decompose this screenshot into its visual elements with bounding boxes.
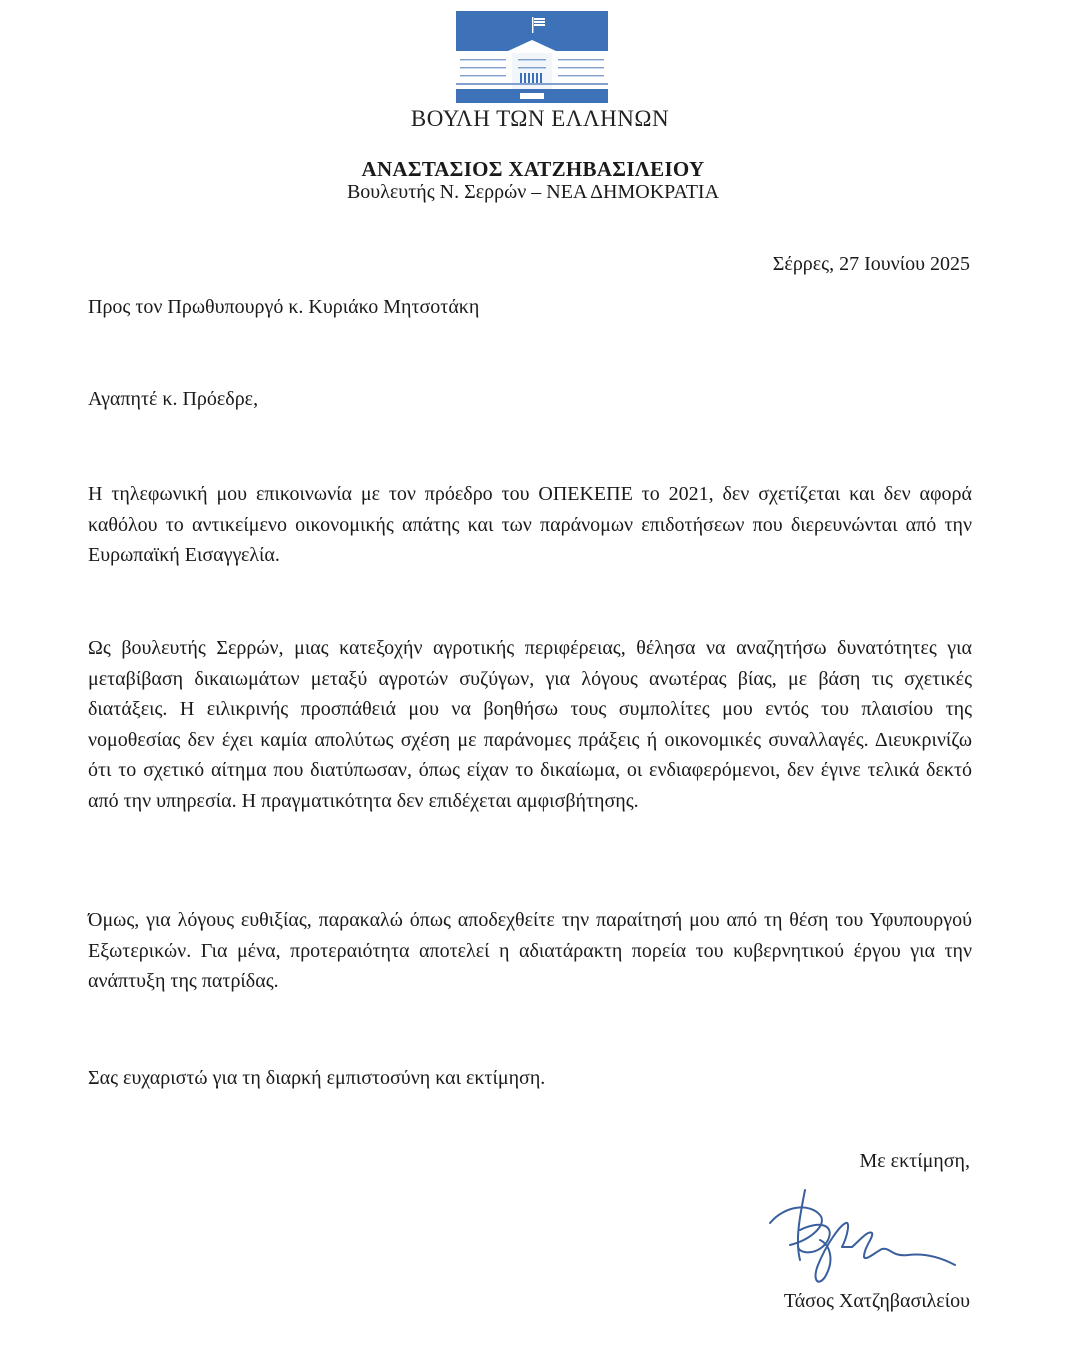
letter-paragraph: Σας ευχαριστώ για τη διαρκή εμπιστοσύνη και εκτίμηση.	[88, 1067, 546, 1089]
mp-role: Βουλευτής Ν. Σερρών – ΝΕΑ ΔΗΜΟΚΡΑΤΙΑ	[346, 181, 720, 203]
mp-name: ΑΝΑΣΤΑΣΙΟΣ ΧΑΤΖΗΒΑΣΙΛΕΙΟΥ	[361, 157, 705, 181]
signer-name: Τάσος Χατζηβασιλείου	[783, 1290, 970, 1312]
letter-recipient: Προς τον Πρωθυπουργό κ. Κυριάκο Μητσοτάκη	[88, 296, 480, 318]
letter-salutation: Αγαπητέ κ. Πρόεδρε,	[88, 388, 259, 410]
letter-paragraph: Ως βουλευτής Σερρών, μιας κατεξοχήν αγροτικής περιφέρειας, θέλησα να αναζητήσω δυνατότητες για μεταβίβαση δικαιωμάτων μεταξύ αγροτών συζύγων, για λόγους ανωτέρας βίας, με βάση τις σχετικές διατάξεις. Η ειλικρινής προσπάθειά μου να βοηθήσω τους συμπολίτες μου εντός του πλαισίου της νομοθεσίας δεν έχει καμία απολύτως σχέση με παράνομες πράξεις ή οικονομικές συναλλαγές. Διευκρινίζω ότι το σχετικό αίτημα που διατύπωσαν, όπως είχαν το δικαίωμα, οι ενδιαφερόμενοι, δεν έγινε τελικά δεκτό από την υπηρεσία. Η πραγματικότητα δεν επιδέχεται αμφισβήτησης.	[88, 637, 972, 812]
institution-name: ΒΟΥΛΗ ΤΩΝ ΕΛΛΗΝΩΝ	[410, 106, 670, 131]
signature-icon	[760, 1185, 960, 1295]
letter-date: Σέρρες, 27 Ιουνίου 2025	[772, 253, 970, 275]
letter-paragraph: Η τηλεφωνική μου επικοινωνία με τον πρόεδρο του ΟΠΕΚΕΠΕ το 2021, δεν σχετίζεται και δεν αφορά καθόλου το αντικείμενο οικονομικής απάτης και των παράνομων επιδοτήσεων που διερευνώνται από την Ευρωπαϊκή Εισαγγελία.	[88, 483, 972, 566]
letter-paragraph: Όμως, για λόγους ευθιξίας, παρακαλώ όπως αποδεχθείτε την παραίτησή μου από τη θέση του Υφυπουργού Εξωτερικών. Για μένα, προτεραιότητα αποτελεί η αδιατάρακτη πορεία του κυβερνητικού έργου για την ανάπτυξη της πατρίδας.	[88, 909, 972, 992]
letter-closing: Με εκτίμηση,	[859, 1150, 970, 1172]
parliament-logo-icon	[456, 11, 608, 103]
